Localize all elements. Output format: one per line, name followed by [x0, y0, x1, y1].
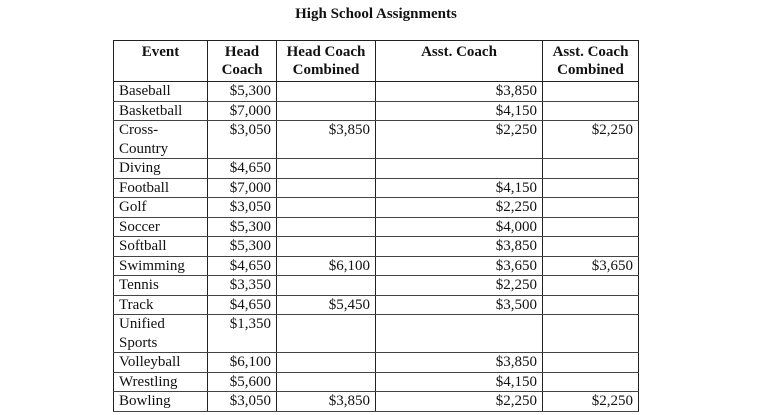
table-row — [114, 121, 639, 159]
cell-head-coach: $5,300 — [208, 82, 277, 102]
cell-asst-coach-combined — [543, 276, 639, 296]
cell-head-coach-combined — [277, 159, 376, 179]
cell-event: Wrestling — [114, 372, 208, 392]
table-row — [114, 315, 639, 353]
cell-head-coach-combined — [277, 101, 376, 121]
cell-head-coach: $5,600 — [208, 372, 277, 392]
cell-asst-coach: $4,150 — [376, 372, 543, 392]
cell-head-coach: $3,050 — [208, 121, 277, 159]
cell-head-coach-combined: $6,100 — [277, 256, 376, 276]
cell-head-coach: $4,650 — [208, 295, 277, 315]
cell-event: Soccer — [114, 217, 208, 237]
cell-asst-coach — [376, 159, 543, 179]
cell-head-coach: $1,350 — [208, 315, 277, 353]
cell-asst-coach: $3,500 — [376, 295, 543, 315]
cell-asst-coach-combined — [543, 315, 639, 353]
table-row — [114, 372, 639, 392]
header-head-coach-combined: Head Coach Combined — [277, 41, 376, 82]
cell-head-coach-combined — [277, 178, 376, 198]
cell-head-coach: $4,650 — [208, 159, 277, 179]
cell-asst-coach-combined: $2,250 — [543, 392, 639, 412]
cell-event: Cross-Country — [114, 121, 208, 159]
cell-event: Football — [114, 178, 208, 198]
table-header-row — [114, 41, 639, 82]
cell-event: Volleyball — [114, 353, 208, 373]
header-event: Event — [114, 41, 208, 82]
cell-asst-coach-combined — [543, 178, 639, 198]
table-row — [114, 178, 639, 198]
assignments-table — [113, 40, 639, 412]
table-row — [114, 353, 639, 373]
cell-head-coach-combined: $5,450 — [277, 295, 376, 315]
cell-head-coach-combined — [277, 372, 376, 392]
table-row — [114, 237, 639, 257]
cell-head-coach-combined — [277, 237, 376, 257]
cell-asst-coach-combined: $3,650 — [543, 256, 639, 276]
cell-head-coach: $5,300 — [208, 237, 277, 257]
table-row — [114, 159, 639, 179]
cell-asst-coach-combined — [543, 198, 639, 218]
cell-asst-coach-combined: $2,250 — [543, 121, 639, 159]
table-row — [114, 198, 639, 218]
cell-head-coach: $7,000 — [208, 178, 277, 198]
cell-event: Swimming — [114, 256, 208, 276]
cell-head-coach-combined — [277, 198, 376, 218]
cell-asst-coach: $2,250 — [376, 392, 543, 412]
cell-event: Tennis — [114, 276, 208, 296]
cell-head-coach-combined — [277, 276, 376, 296]
cell-event: Diving — [114, 159, 208, 179]
cell-asst-coach: $3,850 — [376, 353, 543, 373]
cell-head-coach: $5,300 — [208, 217, 277, 237]
cell-head-coach-combined — [277, 217, 376, 237]
cell-head-coach: $7,000 — [208, 101, 277, 121]
table-row — [114, 217, 639, 237]
cell-asst-coach: $2,250 — [376, 276, 543, 296]
cell-asst-coach: $3,650 — [376, 256, 543, 276]
cell-head-coach-combined: $3,850 — [277, 121, 376, 159]
cell-event: Baseball — [114, 82, 208, 102]
cell-head-coach-combined: $3,850 — [277, 392, 376, 412]
cell-head-coach: $3,050 — [208, 198, 277, 218]
cell-event: Bowling — [114, 392, 208, 412]
header-head-coach: Head Coach — [208, 41, 277, 82]
cell-head-coach-combined — [277, 315, 376, 353]
cell-asst-coach-combined — [543, 237, 639, 257]
cell-head-coach-combined — [277, 353, 376, 373]
cell-asst-coach-combined — [543, 82, 639, 102]
cell-asst-coach — [376, 315, 543, 353]
page-title: High School Assignments — [295, 6, 457, 22]
cell-asst-coach: $2,250 — [376, 121, 543, 159]
cell-asst-coach-combined — [543, 217, 639, 237]
cell-head-coach: $3,350 — [208, 276, 277, 296]
table-row — [114, 101, 639, 121]
cell-asst-coach-combined — [543, 295, 639, 315]
cell-event: Golf — [114, 198, 208, 218]
cell-asst-coach: $4,150 — [376, 101, 543, 121]
table-row — [114, 256, 639, 276]
cell-head-coach: $4,650 — [208, 256, 277, 276]
cell-event: Track — [114, 295, 208, 315]
cell-asst-coach-combined — [543, 353, 639, 373]
cell-event: Softball — [114, 237, 208, 257]
cell-asst-coach: $4,150 — [376, 178, 543, 198]
table-row — [114, 392, 639, 412]
cell-head-coach-combined — [277, 82, 376, 102]
cell-head-coach: $6,100 — [208, 353, 277, 373]
cell-asst-coach: $4,000 — [376, 217, 543, 237]
cell-asst-coach: $2,250 — [376, 198, 543, 218]
cell-event: Basketball — [114, 101, 208, 121]
cell-asst-coach: $3,850 — [376, 237, 543, 257]
table-row — [114, 295, 639, 315]
table-row — [114, 82, 639, 102]
cell-head-coach: $3,050 — [208, 392, 277, 412]
cell-asst-coach-combined — [543, 101, 639, 121]
header-asst-coach: Asst. Coach — [376, 41, 543, 82]
header-asst-coach-combined: Asst. Coach Combined — [543, 41, 639, 82]
cell-event: Unified Sports — [114, 315, 208, 353]
cell-asst-coach: $3,850 — [376, 82, 543, 102]
cell-asst-coach-combined — [543, 372, 639, 392]
cell-asst-coach-combined — [543, 159, 639, 179]
table-row — [114, 276, 639, 296]
